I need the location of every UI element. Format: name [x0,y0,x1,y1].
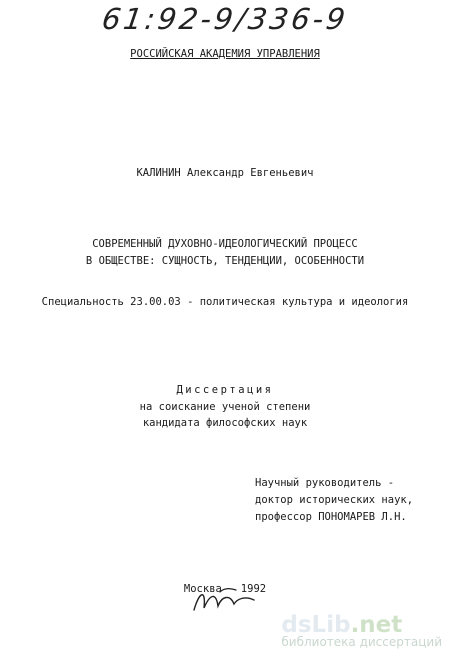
work-type: Диссертация [176,384,274,396]
title-line-1: СОВРЕМЕННЫЙ ДУХОВНО-ИДЕОЛОГИЧЕСКИЙ ПРОЦЕСС [92,238,358,250]
watermark-logo-suffix: .net [350,612,403,638]
supervisor-line-1: Научный руководитель - [255,477,395,489]
city-year: Москва - 1992 [183,583,267,595]
organization-name: РОССИЙСКАЯ АКАДЕМИЯ УПРАВЛЕНИЯ [130,48,320,60]
supervisor-line-2: доктор исторических наук, [255,494,414,506]
specialty-line: Специальность 23.00.03 - политическая культура и идеология [41,296,409,308]
degree-line-1: на соискание ученой степени [139,401,311,413]
handwritten-signature-icon [190,580,260,620]
dslib-watermark [281,612,442,649]
watermark-caption: библиотека диссертаций [281,635,442,649]
handwritten-archive-number: 61:92-9/336-9 [99,2,351,36]
author-name: КАЛИНИН Александр Евгеньевич [136,167,314,179]
title-line-2: В ОБЩЕСТВЕ: СУЩНОСТЬ, ТЕНДЕНЦИИ, ОСОБЕННОСТИ [85,255,365,267]
supervisor-line-3: профессор ПОНОМАРЕВ Л.Н. [255,511,407,523]
degree-line-2: кандидата философских наук [142,417,308,429]
watermark-logo-main: dsLib [281,612,351,638]
